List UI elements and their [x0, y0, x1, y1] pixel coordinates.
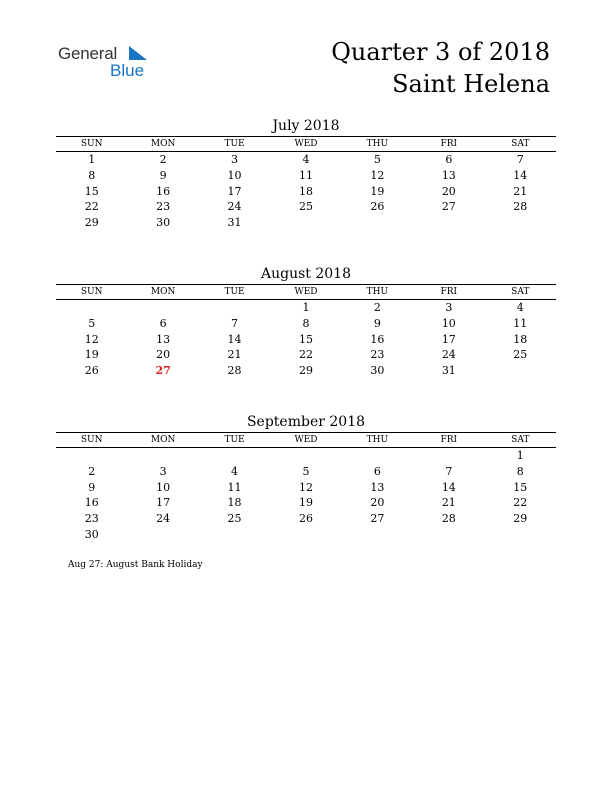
day-cell: 26 [370, 200, 385, 214]
day-cell: 2 [373, 301, 381, 314]
day-cell: 22 [298, 348, 313, 362]
day-cell: 6 [445, 153, 453, 166]
empty-day-cell [199, 300, 270, 316]
day-cell: 29 [513, 512, 528, 526]
day-cell: 5 [373, 153, 381, 166]
week-row [56, 316, 556, 332]
day-cell: 4 [231, 464, 239, 478]
empty-day-cell [485, 527, 556, 543]
day-cell: 19 [298, 496, 313, 510]
day-cell: 31 [441, 364, 456, 378]
day-cell: 30 [370, 364, 385, 378]
empty-day-cell [342, 215, 413, 231]
holiday-note: Aug 27: August Bank Holiday [68, 560, 203, 570]
week-row [56, 511, 556, 527]
empty-day-cell [127, 448, 198, 464]
day-cell: 21 [441, 496, 456, 510]
day-cell: 24 [441, 348, 456, 362]
weekday-header-row [56, 433, 556, 448]
day-cell: 30 [84, 527, 99, 541]
weekday-header: MON [127, 137, 198, 152]
day-cell: 5 [302, 464, 310, 478]
day-cell: 11 [513, 316, 528, 330]
day-cell: 9 [373, 316, 381, 330]
week-row [56, 495, 556, 511]
empty-day-cell [270, 448, 341, 464]
empty-day-cell [413, 215, 484, 231]
weekday-header: SUN [56, 137, 127, 152]
empty-day-cell [413, 527, 484, 543]
weekday-header: MON [127, 433, 198, 448]
empty-day-cell [342, 527, 413, 543]
day-cell: 20 [441, 184, 456, 198]
empty-day-cell [485, 363, 556, 379]
day-cell: 11 [227, 480, 242, 494]
weekday-header: SUN [56, 285, 127, 300]
day-cell: 5 [88, 316, 96, 330]
day-cell: 8 [516, 464, 524, 478]
day-cell: 9 [88, 480, 96, 494]
empty-day-cell [270, 527, 341, 543]
day-cell: 23 [156, 200, 171, 214]
day-cell: 17 [227, 184, 242, 198]
title-quarter: Quarter 3 of 2018 [331, 38, 550, 66]
day-cell: 28 [441, 512, 456, 526]
day-cell: 22 [84, 200, 99, 214]
week-row [56, 215, 556, 231]
week-row [56, 527, 556, 543]
day-cell: 22 [513, 496, 528, 510]
day-cell: 1 [88, 153, 96, 166]
day-cell: 21 [513, 184, 528, 198]
day-cell: 11 [298, 168, 313, 182]
day-cell: 3 [445, 301, 453, 314]
day-cell: 1 [516, 449, 524, 462]
day-cell: 1 [302, 301, 310, 314]
day-cell: 9 [159, 168, 167, 182]
day-cell: 28 [227, 364, 242, 378]
weekday-header: TUE [199, 285, 270, 300]
weekday-header: SAT [485, 433, 556, 448]
day-cell: 6 [373, 464, 381, 478]
weekday-header: FRI [413, 285, 484, 300]
day-cell: 29 [84, 216, 99, 230]
logo-text-blue: Blue [110, 61, 145, 80]
weekday-header: SUN [56, 433, 127, 448]
weekday-header: WED [270, 137, 341, 152]
weekday-header: SAT [485, 137, 556, 152]
day-cell: 10 [441, 316, 456, 330]
day-cell: 19 [370, 184, 385, 198]
page-title [331, 36, 550, 100]
week-row [56, 347, 556, 363]
week-row [56, 152, 556, 168]
day-cell: 10 [227, 168, 242, 182]
weekday-header: FRI [413, 137, 484, 152]
empty-day-cell [413, 448, 484, 464]
week-row [56, 184, 556, 200]
empty-day-cell [485, 215, 556, 231]
weekday-header: TUE [199, 433, 270, 448]
day-cell: 27 [370, 512, 385, 526]
empty-day-cell [56, 448, 127, 464]
day-cell: 4 [302, 153, 310, 166]
day-cell: 25 [513, 348, 528, 362]
day-cell: 18 [298, 184, 313, 198]
day-cell: 27 [441, 200, 456, 214]
weekday-header: THU [342, 137, 413, 152]
day-cell: 23 [370, 348, 385, 362]
empty-day-cell [270, 215, 341, 231]
day-cell: 10 [156, 480, 171, 494]
day-cell: 7 [445, 464, 453, 478]
weekday-header: TUE [199, 137, 270, 152]
calendar-grid [56, 432, 556, 543]
weekday-header: THU [342, 285, 413, 300]
month-title: July 2018 [272, 118, 340, 134]
day-cell: 24 [227, 200, 242, 214]
empty-day-cell [199, 448, 270, 464]
day-cell: 26 [84, 364, 99, 378]
week-row [56, 168, 556, 184]
day-cell: 16 [370, 332, 385, 346]
day-cell: 16 [84, 496, 99, 510]
day-cell: 18 [513, 332, 528, 346]
day-cell: 4 [516, 301, 524, 314]
week-row [56, 332, 556, 348]
day-cell: 2 [159, 153, 167, 166]
month-calendar-september [56, 412, 556, 543]
week-row [56, 480, 556, 496]
day-cell: 29 [298, 364, 313, 378]
weekday-header: THU [342, 433, 413, 448]
day-cell: 14 [513, 168, 528, 182]
month-calendar-july [56, 116, 556, 231]
day-cell: 13 [441, 168, 456, 182]
day-cell: 17 [441, 332, 456, 346]
month-title: August 2018 [261, 266, 351, 282]
day-cell: 15 [84, 184, 99, 198]
empty-day-cell [199, 527, 270, 543]
day-cell: 23 [84, 512, 99, 526]
empty-day-cell [56, 300, 127, 316]
empty-day-cell [342, 448, 413, 464]
month-title: September 2018 [246, 414, 366, 430]
day-cell: 15 [513, 480, 528, 494]
weekday-header-row [56, 137, 556, 152]
week-row [56, 199, 556, 215]
week-row [56, 448, 556, 464]
day-cell: 14 [441, 480, 456, 494]
day-cell: 21 [227, 348, 242, 362]
day-cell: 13 [370, 480, 385, 494]
calendar-grid [56, 136, 556, 231]
day-cell: 8 [88, 168, 96, 182]
day-cell: 12 [370, 168, 385, 182]
weekday-header: FRI [413, 433, 484, 448]
week-row [56, 363, 556, 379]
generalblue-logo [58, 43, 158, 83]
weekday-header: WED [270, 433, 341, 448]
day-cell: 2 [88, 464, 96, 478]
day-cell: 13 [156, 332, 171, 346]
title-country: Saint Helena [392, 70, 550, 98]
weekday-header: WED [270, 285, 341, 300]
day-cell: 20 [156, 348, 171, 362]
day-cell: 15 [298, 332, 313, 346]
week-row [56, 464, 556, 480]
day-cell: 7 [516, 153, 524, 166]
day-cell: 28 [513, 200, 528, 214]
weekday-header: SAT [485, 285, 556, 300]
day-cell: 19 [84, 348, 99, 362]
day-cell: 6 [159, 316, 167, 330]
week-row [56, 300, 556, 316]
holiday-day-cell: 27 [155, 364, 171, 378]
day-cell: 25 [227, 512, 242, 526]
empty-day-cell [127, 527, 198, 543]
logo-text-general: General [58, 44, 118, 63]
day-cell: 12 [298, 480, 313, 494]
day-cell: 20 [370, 496, 385, 510]
day-cell: 25 [298, 200, 313, 214]
day-cell: 16 [156, 184, 171, 198]
day-cell: 3 [159, 464, 167, 478]
day-cell: 8 [302, 316, 310, 330]
day-cell: 26 [298, 512, 313, 526]
day-cell: 31 [227, 216, 242, 230]
holiday-notes [68, 559, 203, 571]
day-cell: 12 [84, 332, 99, 346]
weekday-header-row [56, 285, 556, 300]
day-cell: 3 [231, 153, 239, 166]
day-cell: 30 [156, 216, 171, 230]
day-cell: 17 [156, 496, 171, 510]
weekday-header: MON [127, 285, 198, 300]
day-cell: 18 [227, 496, 242, 510]
day-cell: 7 [231, 316, 239, 330]
day-cell: 14 [227, 332, 242, 346]
day-cell: 24 [156, 512, 171, 526]
empty-day-cell [127, 300, 198, 316]
calendar-grid [56, 284, 556, 379]
month-calendar-august [56, 264, 556, 379]
